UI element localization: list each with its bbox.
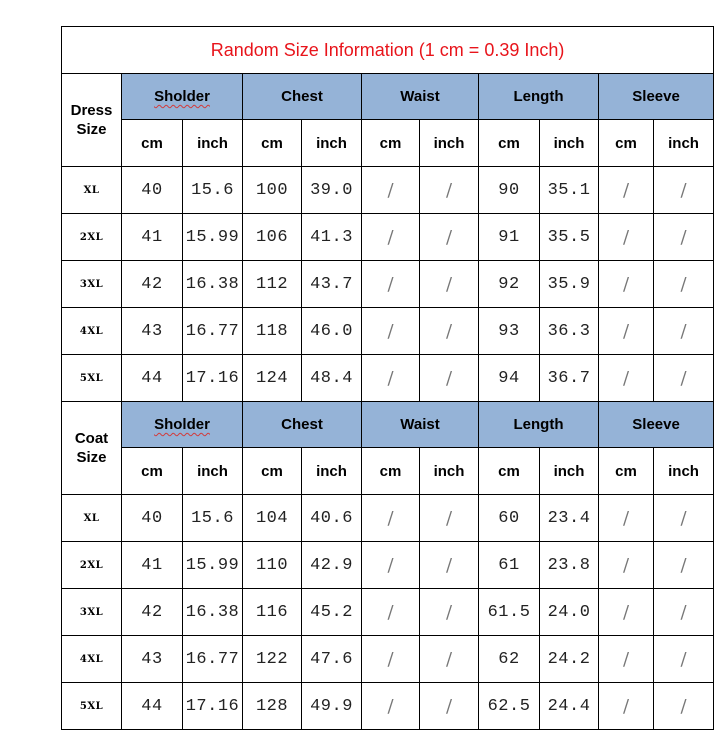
column-header-label: Sholder bbox=[154, 416, 210, 433]
unit-label: cm bbox=[362, 120, 420, 167]
table-row bbox=[62, 683, 714, 730]
measurement-cell: / bbox=[362, 167, 420, 214]
measurement-cell: / bbox=[654, 589, 714, 636]
table-row bbox=[62, 167, 714, 214]
unit-label: cm bbox=[599, 448, 654, 495]
measurement-cell: / bbox=[654, 542, 714, 589]
column-header bbox=[122, 74, 243, 120]
size-label: 5XL bbox=[62, 683, 122, 730]
measurement-cell: 15.99 bbox=[183, 214, 243, 261]
measurement-cell: / bbox=[654, 636, 714, 683]
measurement-cell: 112 bbox=[243, 261, 302, 308]
unit-label: cm bbox=[479, 120, 540, 167]
measurement-cell: 128 bbox=[243, 683, 302, 730]
column-header bbox=[599, 402, 714, 448]
measurement-cell: / bbox=[599, 261, 654, 308]
measurement-cell: 104 bbox=[243, 495, 302, 542]
measurement-cell: / bbox=[362, 355, 420, 402]
column-header-label: Waist bbox=[400, 88, 440, 105]
size-label: 4XL bbox=[62, 308, 122, 355]
measurement-cell: / bbox=[599, 214, 654, 261]
measurement-cell: 39.0 bbox=[302, 167, 362, 214]
measurement-cell: 46.0 bbox=[302, 308, 362, 355]
size-label: XL bbox=[62, 495, 122, 542]
measurement-cell: / bbox=[654, 167, 714, 214]
measurement-cell: 41.3 bbox=[302, 214, 362, 261]
measurement-cell: 17.16 bbox=[183, 355, 243, 402]
measurement-cell: / bbox=[362, 308, 420, 355]
column-header bbox=[122, 402, 243, 448]
table-row bbox=[62, 355, 714, 402]
unit-label: cm bbox=[243, 120, 302, 167]
measurement-cell: 48.4 bbox=[302, 355, 362, 402]
measurement-cell: / bbox=[420, 683, 479, 730]
measurement-cell: 116 bbox=[243, 589, 302, 636]
measurement-cell: 41 bbox=[122, 214, 183, 261]
measurement-cell: 15.6 bbox=[183, 167, 243, 214]
unit-label: inch bbox=[302, 120, 362, 167]
measurement-cell: / bbox=[654, 261, 714, 308]
measurement-cell: / bbox=[599, 495, 654, 542]
measurement-cell: 36.7 bbox=[540, 355, 599, 402]
column-header bbox=[479, 74, 599, 120]
column-header bbox=[243, 402, 362, 448]
table-row bbox=[62, 214, 714, 261]
column-header bbox=[479, 402, 599, 448]
section-label bbox=[62, 74, 122, 167]
unit-label: cm bbox=[243, 448, 302, 495]
unit-label: inch bbox=[540, 448, 599, 495]
measurement-cell: 35.9 bbox=[540, 261, 599, 308]
measurement-cell: / bbox=[599, 589, 654, 636]
size-label: 4XL bbox=[62, 636, 122, 683]
measurement-cell: / bbox=[599, 636, 654, 683]
column-header bbox=[599, 74, 714, 120]
measurement-cell: / bbox=[599, 542, 654, 589]
measurement-cell: 16.77 bbox=[183, 308, 243, 355]
column-header bbox=[362, 402, 479, 448]
column-header bbox=[362, 74, 479, 120]
measurement-cell: 40.6 bbox=[302, 495, 362, 542]
unit-label: inch bbox=[654, 120, 714, 167]
size-label: 3XL bbox=[62, 589, 122, 636]
measurement-cell: / bbox=[362, 261, 420, 308]
size-label: 2XL bbox=[62, 542, 122, 589]
measurement-cell: 35.1 bbox=[540, 167, 599, 214]
measurement-cell: / bbox=[362, 683, 420, 730]
measurement-cell: 40 bbox=[122, 167, 183, 214]
measurement-cell: 45.2 bbox=[302, 589, 362, 636]
unit-label: cm bbox=[122, 448, 183, 495]
measurement-cell: 100 bbox=[243, 167, 302, 214]
measurement-cell: / bbox=[654, 495, 714, 542]
measurement-cell: 90 bbox=[479, 167, 540, 214]
unit-label: inch bbox=[420, 120, 479, 167]
measurement-cell: 49.9 bbox=[302, 683, 362, 730]
unit-label: cm bbox=[362, 448, 420, 495]
measurement-cell: 92 bbox=[479, 261, 540, 308]
unit-label: inch bbox=[654, 448, 714, 495]
measurement-cell: 122 bbox=[243, 636, 302, 683]
size-chart-table bbox=[61, 26, 714, 730]
measurement-cell: 16.38 bbox=[183, 261, 243, 308]
measurement-cell: 24.4 bbox=[540, 683, 599, 730]
measurement-cell: / bbox=[654, 308, 714, 355]
section-header-row bbox=[62, 402, 714, 448]
measurement-cell: 41 bbox=[122, 542, 183, 589]
measurement-cell: 24.2 bbox=[540, 636, 599, 683]
measurement-cell: 36.3 bbox=[540, 308, 599, 355]
measurement-cell: 42 bbox=[122, 589, 183, 636]
measurement-cell: 16.77 bbox=[183, 636, 243, 683]
section-header-row bbox=[62, 74, 714, 120]
measurement-cell: / bbox=[420, 167, 479, 214]
measurement-cell: 110 bbox=[243, 542, 302, 589]
table-row bbox=[62, 308, 714, 355]
measurement-cell: / bbox=[420, 308, 479, 355]
measurement-cell: / bbox=[362, 542, 420, 589]
measurement-cell: 42 bbox=[122, 261, 183, 308]
measurement-cell: 118 bbox=[243, 308, 302, 355]
column-header-label: Chest bbox=[281, 416, 323, 433]
measurement-cell: 47.6 bbox=[302, 636, 362, 683]
column-header-label: Sleeve bbox=[632, 416, 680, 433]
measurement-cell: 43.7 bbox=[302, 261, 362, 308]
column-header bbox=[243, 74, 362, 120]
unit-label: cm bbox=[122, 120, 183, 167]
measurement-cell: 93 bbox=[479, 308, 540, 355]
unit-label: inch bbox=[302, 448, 362, 495]
section-label-line1: Dress bbox=[70, 102, 113, 119]
measurement-cell: / bbox=[599, 167, 654, 214]
measurement-cell: / bbox=[420, 636, 479, 683]
section-label-line2: Size bbox=[76, 121, 107, 138]
measurement-cell: / bbox=[420, 589, 479, 636]
table-title: Random Size Information (1 cm = 0.39 Inch) bbox=[62, 27, 714, 74]
table-row bbox=[62, 542, 714, 589]
measurement-cell: 61.5 bbox=[479, 589, 540, 636]
size-label: 3XL bbox=[62, 261, 122, 308]
measurement-cell: 43 bbox=[122, 308, 183, 355]
column-header-label: Sleeve bbox=[632, 88, 680, 105]
size-label: XL bbox=[62, 167, 122, 214]
unit-label: cm bbox=[479, 448, 540, 495]
measurement-cell: 62 bbox=[479, 636, 540, 683]
measurement-cell: / bbox=[362, 589, 420, 636]
measurement-cell: / bbox=[420, 542, 479, 589]
measurement-cell: / bbox=[420, 214, 479, 261]
column-header-label: Length bbox=[513, 416, 564, 433]
measurement-cell: 17.16 bbox=[183, 683, 243, 730]
measurement-cell: / bbox=[420, 261, 479, 308]
table-row bbox=[62, 261, 714, 308]
measurement-cell: / bbox=[362, 214, 420, 261]
unit-row bbox=[62, 448, 714, 495]
unit-label: inch bbox=[420, 448, 479, 495]
measurement-cell: 15.6 bbox=[183, 495, 243, 542]
unit-label: cm bbox=[599, 120, 654, 167]
measurement-cell: 24.0 bbox=[540, 589, 599, 636]
size-label: 5XL bbox=[62, 355, 122, 402]
unit-label: inch bbox=[540, 120, 599, 167]
measurement-cell: / bbox=[654, 355, 714, 402]
column-header-label: Chest bbox=[281, 88, 323, 105]
table-row bbox=[62, 636, 714, 683]
measurement-cell: 61 bbox=[479, 542, 540, 589]
column-header-label: Length bbox=[513, 88, 564, 105]
section-label-line2: Size bbox=[76, 449, 107, 466]
unit-row bbox=[62, 120, 714, 167]
table-row bbox=[62, 495, 714, 542]
size-label: 2XL bbox=[62, 214, 122, 261]
unit-label: inch bbox=[183, 120, 243, 167]
measurement-cell: 124 bbox=[243, 355, 302, 402]
measurement-cell: 60 bbox=[479, 495, 540, 542]
measurement-cell: 44 bbox=[122, 683, 183, 730]
measurement-cell: / bbox=[599, 308, 654, 355]
measurement-cell: 23.4 bbox=[540, 495, 599, 542]
measurement-cell: / bbox=[362, 636, 420, 683]
measurement-cell: 91 bbox=[479, 214, 540, 261]
measurement-cell: 15.99 bbox=[183, 542, 243, 589]
measurement-cell: 94 bbox=[479, 355, 540, 402]
section-label bbox=[62, 402, 122, 495]
measurement-cell: 43 bbox=[122, 636, 183, 683]
column-header-label: Sholder bbox=[154, 88, 210, 105]
measurement-cell: / bbox=[599, 683, 654, 730]
measurement-cell: 23.8 bbox=[540, 542, 599, 589]
measurement-cell: 62.5 bbox=[479, 683, 540, 730]
measurement-cell: / bbox=[654, 214, 714, 261]
measurement-cell: 44 bbox=[122, 355, 183, 402]
measurement-cell: / bbox=[654, 683, 714, 730]
measurement-cell: / bbox=[420, 355, 479, 402]
table-row bbox=[62, 589, 714, 636]
measurement-cell: 35.5 bbox=[540, 214, 599, 261]
measurement-cell: / bbox=[420, 495, 479, 542]
measurement-cell: / bbox=[362, 495, 420, 542]
measurement-cell: / bbox=[599, 355, 654, 402]
measurement-cell: 16.38 bbox=[183, 589, 243, 636]
measurement-cell: 42.9 bbox=[302, 542, 362, 589]
section-label-line1: Coat bbox=[74, 430, 109, 447]
column-header-label: Waist bbox=[400, 416, 440, 433]
measurement-cell: 106 bbox=[243, 214, 302, 261]
measurement-cell: 40 bbox=[122, 495, 183, 542]
unit-label: inch bbox=[183, 448, 243, 495]
